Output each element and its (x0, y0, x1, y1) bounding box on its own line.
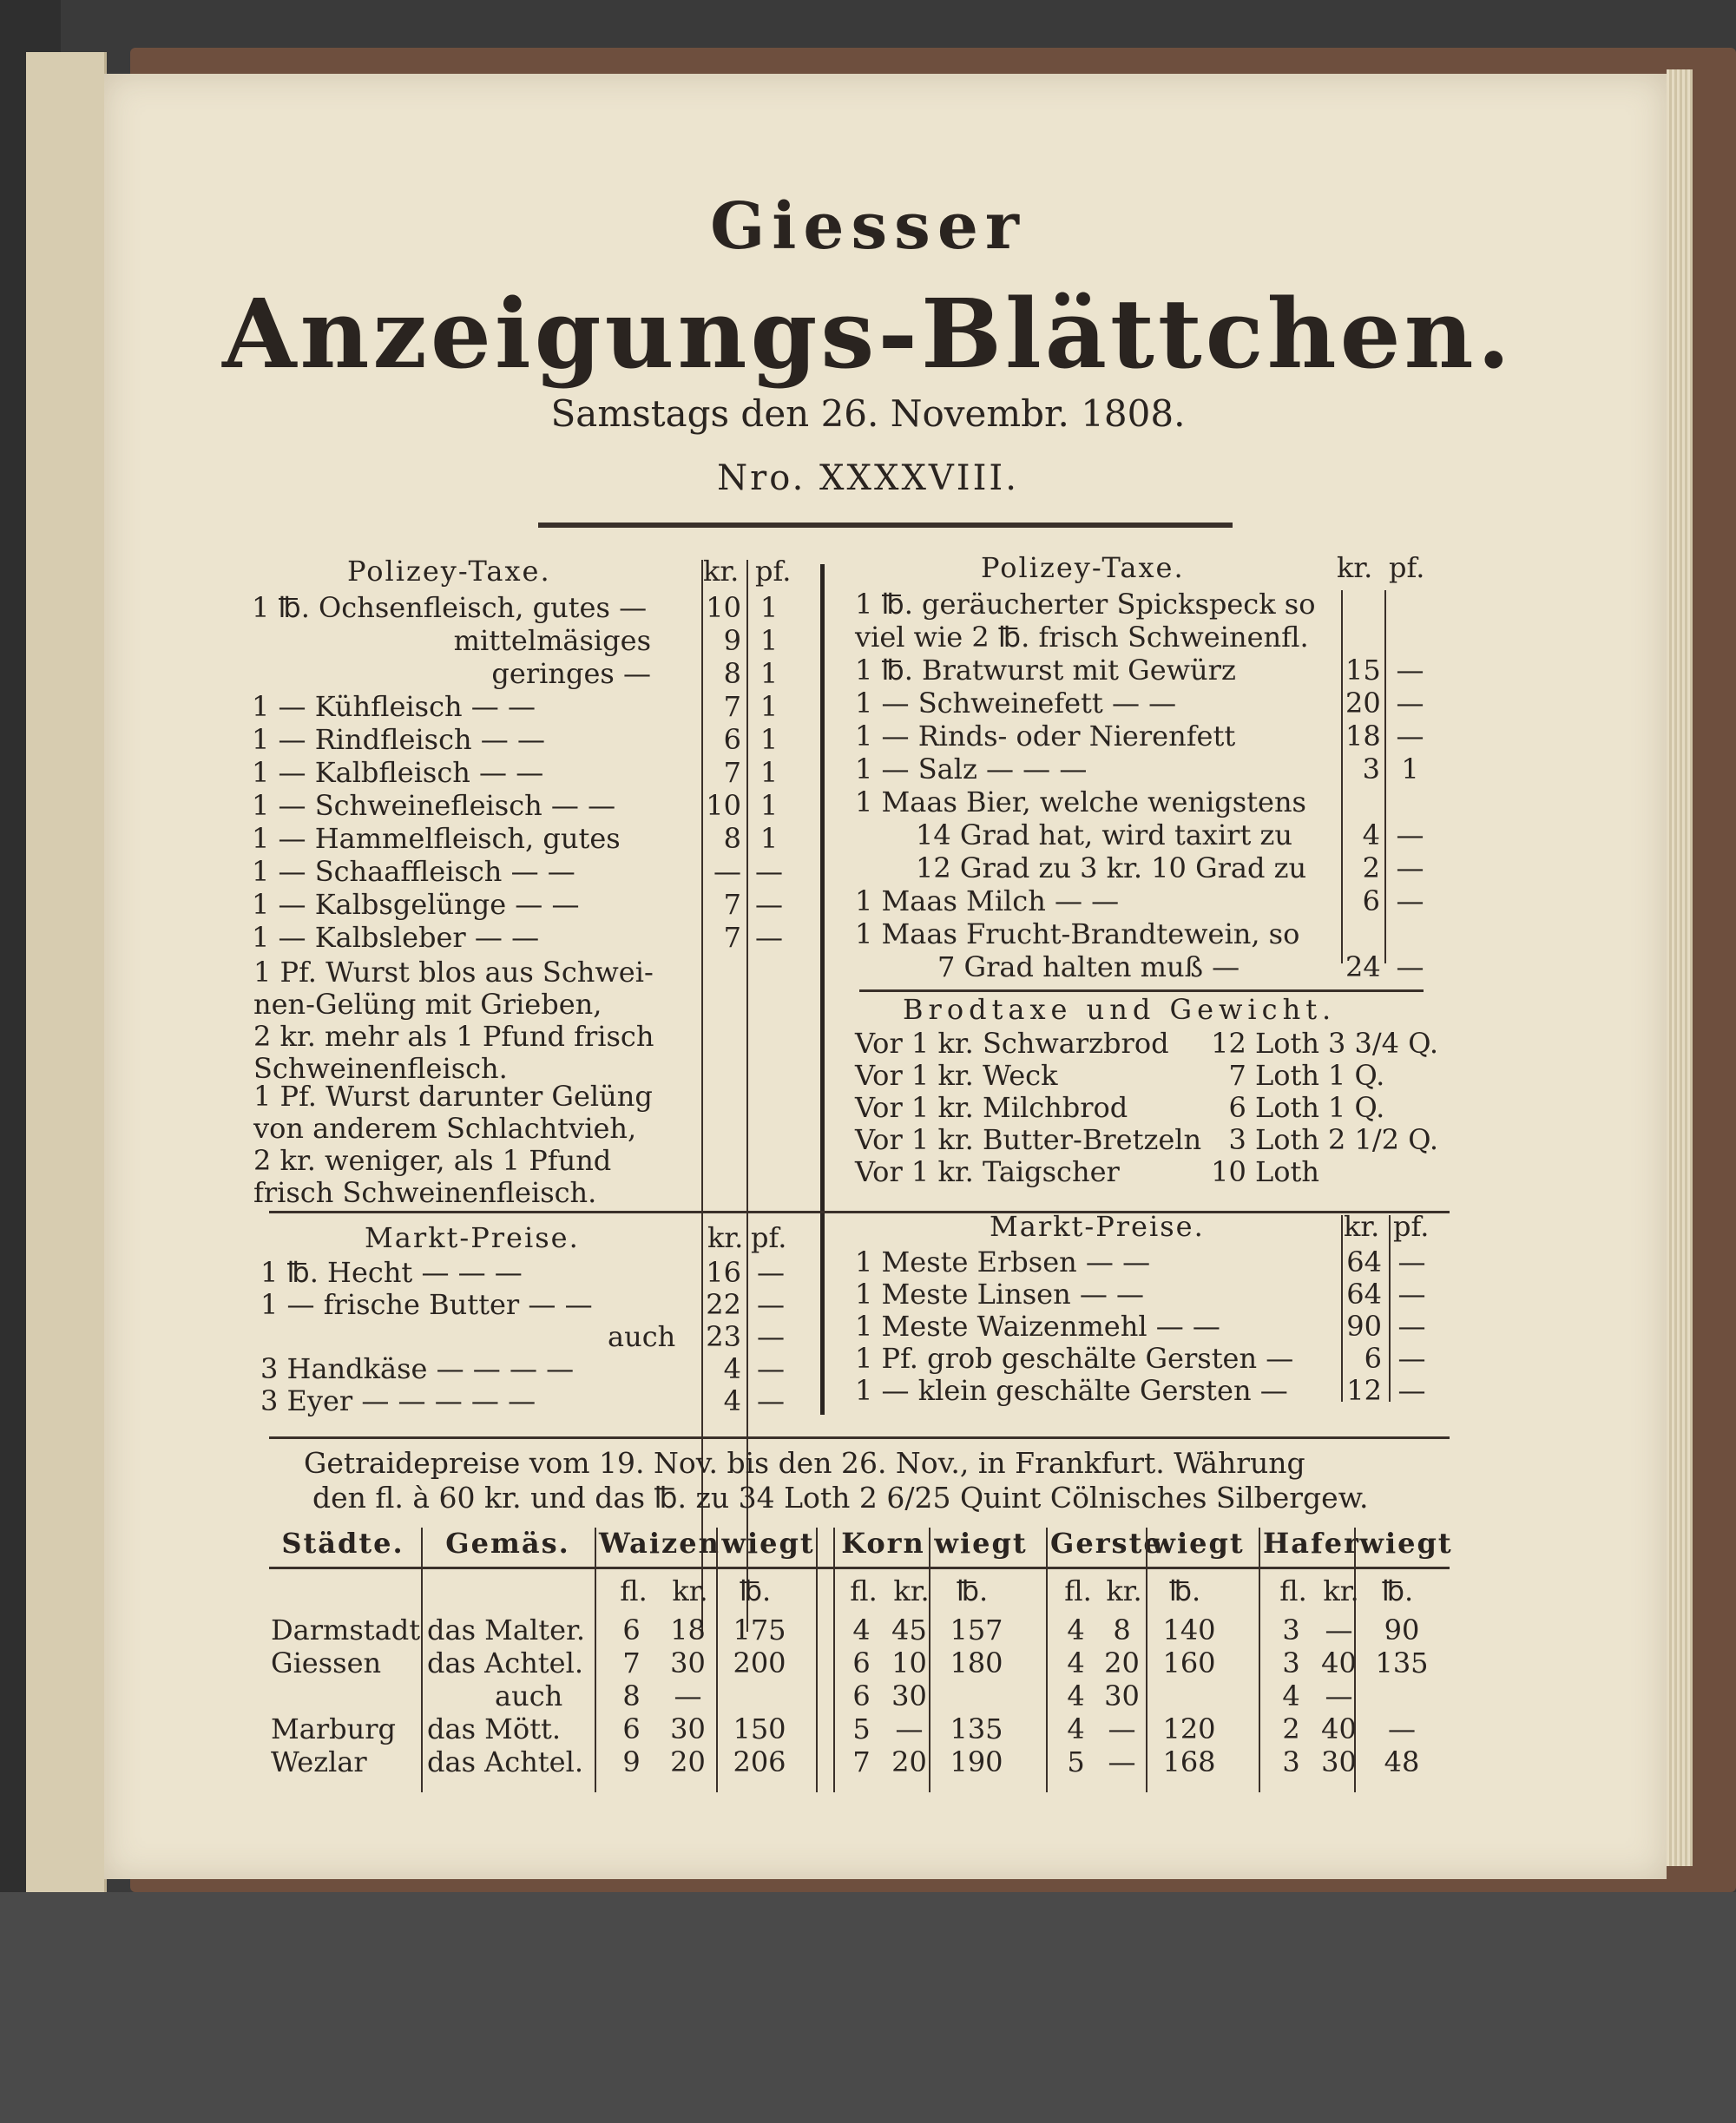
grain-measure: das Achtel. (427, 1646, 583, 1679)
wurst-note-line: 2 kr. mehr als 1 Pfund frisch (253, 1020, 654, 1053)
taxe-item-pf: — (1396, 884, 1424, 917)
grain-price-cell: 30 (1104, 1679, 1140, 1712)
grain-price-cell: 7 (622, 1646, 641, 1679)
grain-price-cell: 160 (1162, 1646, 1216, 1679)
grain-price-cell: 18 (670, 1614, 706, 1646)
markt-item-label: 1 ℔. Hecht — — — (260, 1256, 523, 1289)
markt-item-label: 1 Meste Waizenmehl — — (855, 1310, 1220, 1343)
brod-loth: 3 Loth (1228, 1123, 1319, 1156)
markt-item-pf: — (1397, 1310, 1426, 1343)
grain-col-header: Korn (841, 1527, 925, 1560)
taxe-item-pf: 1 (760, 591, 779, 624)
grain-price-cell: 4 (1067, 1646, 1085, 1679)
taxe-item-kr: 7 (723, 888, 741, 921)
getraide-intro-1: Getraidepreise vom 19. Nov. bis den 26. Nov., in Frankfurt. Währung (304, 1446, 1305, 1480)
taxe-item-pf: — (1396, 654, 1424, 687)
taxe-item-label: 1 — Kalbsgelünge — — (252, 888, 580, 921)
taxe-item-pf: 1 (760, 756, 779, 789)
brod-item: Vor 1 kr. Schwarzbrod (855, 1027, 1169, 1060)
grain-price-cell: 9 (622, 1745, 641, 1778)
markt-left-kr-header: kr. (707, 1221, 744, 1254)
markt-item-label: 3 Handkäse — — — — (260, 1352, 575, 1385)
markt-item-pf: — (1397, 1374, 1426, 1407)
grain-unit-header: ℔. (1168, 1574, 1201, 1607)
wurst-note-line: nen-Gelüng mit Grieben, (253, 988, 602, 1021)
taxe-item-label: 1 Maas Bier, welche wenigstens (855, 785, 1306, 818)
grain-price-cell: 4 (852, 1614, 871, 1646)
taxe-item-pf: 1 (760, 657, 779, 690)
masthead-title: Anzeigungs-Blättchen. (222, 278, 1514, 390)
getraide-rule (269, 1436, 1450, 1439)
taxe-item-pf: — (1396, 950, 1424, 983)
grain-measure: das Mött. (427, 1712, 562, 1745)
wurst-note-line: frisch Schweinenfleisch. (253, 1176, 597, 1209)
grain-price-cell: 20 (891, 1745, 927, 1778)
col-divider (1341, 590, 1343, 963)
masthead-rule (538, 523, 1233, 528)
grain-price-cell: 3 (1282, 1745, 1300, 1778)
markt-item-kr: 16 (706, 1256, 741, 1289)
taxe-item-pf: — (1396, 720, 1424, 753)
markt-right-kr-header: kr. (1344, 1210, 1380, 1243)
grain-price-cell: 150 (733, 1712, 786, 1745)
grain-price-cell: 20 (670, 1745, 706, 1778)
grain-price-cell: 168 (1162, 1745, 1216, 1778)
brod-item: Vor 1 kr. Taigscher (855, 1155, 1120, 1188)
taxe-item-pf: — (1396, 851, 1424, 884)
grain-unit-header: kr. (1106, 1574, 1142, 1607)
polizey-left-pf-header: pf. (755, 555, 792, 588)
taxe-item-pf: — (755, 855, 783, 888)
taxe-item-label: 7 Grad halten muß — (937, 950, 1240, 983)
taxe-item-pf: 1 (760, 822, 779, 855)
grain-price-cell: 2 (1282, 1712, 1300, 1745)
grain-col-header: wiegt (934, 1527, 1028, 1560)
taxe-item-label: 1 — Salz — — — (855, 753, 1088, 785)
grain-col-header: wiegt (1359, 1527, 1453, 1560)
taxe-item-label: 12 Grad zu 3 kr. 10 Grad zu (916, 851, 1307, 884)
taxe-item-pf: 1 (760, 690, 779, 723)
taxe-item-kr: 8 (723, 822, 741, 855)
taxe-item-kr: 15 (1345, 654, 1381, 687)
brod-item: Vor 1 kr. Butter-Bretzeln (855, 1123, 1202, 1156)
taxe-item-label: 1 ℔. Ochsenfleisch, gutes — (252, 591, 648, 624)
polizey-right-kr-header: kr. (1337, 551, 1373, 584)
polizey-right-pf-header: pf. (1389, 551, 1425, 584)
taxe-item-label: 1 — Schaaffleisch — — (252, 855, 575, 888)
grain-price-cell: 40 (1321, 1646, 1357, 1679)
grain-price-cell: 6 (622, 1614, 641, 1646)
markt-item-label: 1 — klein geschälte Gersten — (855, 1374, 1288, 1407)
grain-price-cell: 48 (1384, 1745, 1420, 1778)
grain-price-cell: 120 (1162, 1712, 1216, 1745)
grain-price-cell: — (1108, 1745, 1136, 1778)
taxe-item-pf: 1 (760, 624, 779, 657)
grain-price-cell: 30 (670, 1646, 706, 1679)
grain-unit-header: ℔. (956, 1574, 989, 1607)
taxe-item-label: 1 — Schweinefett — — (855, 687, 1177, 720)
grain-price-cell: 30 (1321, 1745, 1357, 1778)
markt-item-label: 1 Pf. grob geschälte Gersten — (855, 1342, 1294, 1375)
taxe-item-label: 1 ℔. geräucherter Spickspeck so (855, 588, 1316, 621)
grain-price-cell: 200 (733, 1646, 786, 1679)
taxe-item-label: 1 ℔. Bratwurst mit Gewürz (855, 654, 1236, 687)
markt-item-kr: 90 (1346, 1310, 1382, 1343)
taxe-item-label: geringes — (491, 657, 651, 690)
grain-price-cell: — (674, 1679, 702, 1712)
grain-price-cell: 190 (950, 1745, 1003, 1778)
grain-unit-header: fl. (1064, 1574, 1092, 1607)
taxe-item-label: 1 — Schweinefleisch — — (252, 789, 616, 822)
grain-price-cell: 175 (733, 1614, 786, 1646)
markt-left-heading: Markt-Preise. (365, 1221, 580, 1254)
brod-quint: 3 3/4 Q. (1328, 1027, 1439, 1060)
grain-col-header: wiegt (1151, 1527, 1245, 1560)
brod-quint: 1 Q. (1328, 1091, 1385, 1124)
taxe-item-pf: — (1396, 818, 1424, 851)
brod-loth: 12 Loth (1211, 1027, 1319, 1060)
col-divider (1389, 1215, 1391, 1402)
grain-col-header: Hafer (1263, 1527, 1360, 1560)
grain-price-cell: 206 (733, 1745, 786, 1778)
taxe-item-kr: 20 (1345, 687, 1381, 720)
taxe-item-kr: 4 (1362, 818, 1380, 851)
markt-item-label: 3 Eyer — — — — — (260, 1384, 536, 1417)
grain-price-cell: 135 (1375, 1646, 1429, 1679)
taxe-item-pf: 1 (1401, 753, 1419, 785)
grain-price-cell: 20 (1104, 1646, 1140, 1679)
grain-price-cell: 157 (950, 1614, 1003, 1646)
markt-right-pf-header: pf. (1393, 1210, 1430, 1243)
wurst-note-line: 2 kr. weniger, als 1 Pfund (253, 1144, 612, 1177)
grain-price-cell: 3 (1282, 1614, 1300, 1646)
grain-header-rule (269, 1567, 1450, 1569)
polizey-left-kr-header: kr. (703, 555, 740, 588)
grain-city: Wezlar (271, 1745, 367, 1778)
grain-price-cell: 4 (1067, 1712, 1085, 1745)
grain-price-cell: 4 (1282, 1679, 1300, 1712)
markt-item-kr: 4 (723, 1384, 741, 1417)
grain-unit-header: fl. (620, 1574, 648, 1607)
grain-price-cell: 3 (1282, 1646, 1300, 1679)
taxe-item-label: 1 — Rinds- oder Nierenfett (855, 720, 1236, 753)
grain-price-cell: 4 (1067, 1679, 1085, 1712)
masthead-line1: Giesser (710, 189, 1026, 264)
markt-item-label: 1 Meste Erbsen — — (855, 1246, 1151, 1278)
taxe-item-kr: 6 (723, 723, 741, 756)
grain-unit-header: kr. (893, 1574, 930, 1607)
taxe-item-kr: 9 (723, 624, 741, 657)
markt-item-pf: — (757, 1288, 785, 1321)
grain-city: Marburg (271, 1712, 397, 1745)
taxe-item-label: 1 — Hammelfleisch, gutes (252, 822, 621, 855)
taxe-item-pf: 1 (760, 789, 779, 822)
col-divider (746, 1224, 748, 1415)
grain-price-cell: 8 (622, 1679, 641, 1712)
grain-price-cell: 4 (1067, 1614, 1085, 1646)
issue-date: Samstags den 26. Novembr. 1808. (550, 392, 1186, 435)
grain-price-cell: 5 (1067, 1745, 1085, 1778)
grain-col-header: Waizen (599, 1527, 720, 1560)
taxe-item-label: 1 — Kalbsleber — — (252, 921, 540, 954)
taxe-item-kr: 10 (706, 591, 741, 624)
grain-price-cell: 8 (1113, 1614, 1131, 1646)
col-divider (1384, 590, 1386, 963)
grain-price-cell: — (1325, 1614, 1353, 1646)
markt-item-pf: — (1397, 1246, 1426, 1278)
brod-item: Vor 1 kr. Milchbrod (855, 1091, 1128, 1124)
grain-price-cell: 140 (1162, 1614, 1216, 1646)
grain-price-cell: 135 (950, 1712, 1003, 1745)
markt-item-label: auch (608, 1320, 676, 1353)
grain-price-cell: 10 (891, 1646, 927, 1679)
taxe-item-pf: — (755, 888, 783, 921)
markt-item-pf: — (757, 1256, 785, 1289)
markt-item-kr: 4 (723, 1352, 741, 1385)
taxe-item-label: 1 — Kühfleisch — — (252, 690, 536, 723)
taxe-item-pf: — (1396, 687, 1424, 720)
brod-item: Vor 1 kr. Weck (855, 1059, 1058, 1092)
grain-price-cell: 30 (891, 1679, 927, 1712)
grain-price-cell: 5 (852, 1712, 871, 1745)
grain-price-cell: 180 (950, 1646, 1003, 1679)
markt-item-pf: — (1397, 1342, 1426, 1375)
grain-price-cell: 6 (852, 1646, 871, 1679)
brodtaxe-heading: Brodtaxe und Gewicht. (903, 993, 1337, 1026)
markt-item-kr: 22 (706, 1288, 741, 1321)
grain-measure: das Malter. (427, 1614, 585, 1646)
grain-price-cell: — (1325, 1679, 1353, 1712)
taxe-item-label: mittelmäsiges (453, 624, 651, 657)
taxe-item-kr: 10 (706, 789, 741, 822)
taxe-item-kr: 3 (1362, 753, 1380, 785)
wurst-note-line: 1 Pf. Wurst darunter Gelüng (253, 1080, 653, 1113)
markt-rule (269, 1211, 1450, 1213)
markt-item-pf: — (1397, 1278, 1426, 1311)
taxe-item-kr: 24 (1345, 950, 1381, 983)
grain-price-cell: 90 (1384, 1614, 1420, 1646)
markt-item-kr: 64 (1346, 1278, 1382, 1311)
brod-loth: 7 Loth (1228, 1059, 1319, 1092)
brod-loth: 6 Loth (1228, 1091, 1319, 1124)
brodtaxe-rule (859, 989, 1424, 992)
taxe-item-label: viel wie 2 ℔. frisch Schweinenfl. (855, 621, 1309, 654)
grain-price-cell: 45 (891, 1614, 927, 1646)
taxe-item-kr: 2 (1362, 851, 1380, 884)
markt-item-pf: — (757, 1384, 785, 1417)
grain-unit-header: kr. (1323, 1574, 1359, 1607)
grain-city: Giessen (271, 1646, 382, 1679)
wurst-note-line: Schweinenfleisch. (253, 1052, 508, 1085)
brod-loth: 10 Loth (1211, 1155, 1319, 1188)
wurst-note-line: von anderem Schlachtvieh, (253, 1112, 637, 1145)
taxe-item-pf: — (755, 921, 783, 954)
markt-item-kr: 6 (1364, 1342, 1382, 1375)
markt-item-kr: 23 (706, 1320, 741, 1353)
grain-unit-header: kr. (672, 1574, 708, 1607)
grain-measure: auch (495, 1679, 563, 1712)
taxe-item-kr: 7 (723, 921, 741, 954)
polizey-right-heading: Polizey-Taxe. (981, 551, 1185, 584)
markt-left-pf-header: pf. (751, 1221, 787, 1254)
grain-price-cell: 7 (852, 1745, 871, 1778)
grain-price-cell: 6 (622, 1712, 641, 1745)
markt-right-heading: Markt-Preise. (990, 1210, 1205, 1243)
taxe-item-kr: — (713, 855, 741, 888)
center-divider (820, 1219, 825, 1402)
markt-item-pf: — (757, 1320, 785, 1353)
taxe-item-kr: 18 (1345, 720, 1381, 753)
taxe-item-label: 1 Maas Milch — — (855, 884, 1120, 917)
grain-col-header: Städte. (281, 1527, 404, 1560)
grain-measure: das Achtel. (427, 1745, 583, 1778)
grain-unit-header: fl. (850, 1574, 878, 1607)
brod-quint: 2 1/2 Q. (1328, 1123, 1439, 1156)
markt-item-kr: 64 (1346, 1246, 1382, 1278)
polizey-left-heading: Polizey-Taxe. (347, 555, 551, 588)
grain-city: Darmstadt (271, 1614, 421, 1646)
brod-quint: 1 Q. (1328, 1059, 1385, 1092)
grain-unit-header: ℔. (739, 1574, 772, 1607)
grain-price-cell: — (895, 1712, 924, 1745)
taxe-item-kr: 6 (1362, 884, 1380, 917)
markt-item-pf: — (757, 1352, 785, 1385)
markt-item-label: 1 Meste Linsen — — (855, 1278, 1145, 1311)
background-bottom (0, 1892, 1736, 2123)
taxe-item-label: 1 — Kalbfleisch — — (252, 756, 544, 789)
taxe-item-kr: 8 (723, 657, 741, 690)
grain-price-cell: — (1108, 1712, 1136, 1745)
grain-price-cell: 40 (1321, 1712, 1357, 1745)
taxe-item-label: 1 — Rindfleisch — — (252, 723, 545, 756)
issue-number: Nro. XXXXVIII. (717, 458, 1019, 498)
grain-col-header: wiegt (721, 1527, 815, 1560)
taxe-item-label: 14 Grad hat, wird taxirt zu (916, 818, 1292, 851)
wurst-note-line: 1 Pf. Wurst blos aus Schwei- (253, 956, 654, 989)
grain-unit-header: ℔. (1381, 1574, 1414, 1607)
taxe-item-kr: 7 (723, 756, 741, 789)
taxe-item-label: 1 Maas Frucht-Brandtewein, so (855, 917, 1300, 950)
taxe-item-pf: 1 (760, 723, 779, 756)
getraide-intro-2: den fl. à 60 kr. und das ℔. zu 34 Loth 2 6/25 Quint Cölnisches Silbergew. (312, 1481, 1369, 1515)
grain-unit-header: fl. (1279, 1574, 1307, 1607)
taxe-item-kr: 7 (723, 690, 741, 723)
grain-col-header: Gemäs. (445, 1527, 570, 1560)
col-divider (1341, 1215, 1343, 1402)
grain-price-cell: 30 (670, 1712, 706, 1745)
grain-price-cell: 6 (852, 1679, 871, 1712)
markt-item-label: 1 — frische Butter — — (260, 1288, 593, 1321)
grain-col-header: Gerste (1050, 1527, 1163, 1560)
grain-price-cell: — (1388, 1712, 1416, 1745)
markt-item-kr: 12 (1346, 1374, 1382, 1407)
